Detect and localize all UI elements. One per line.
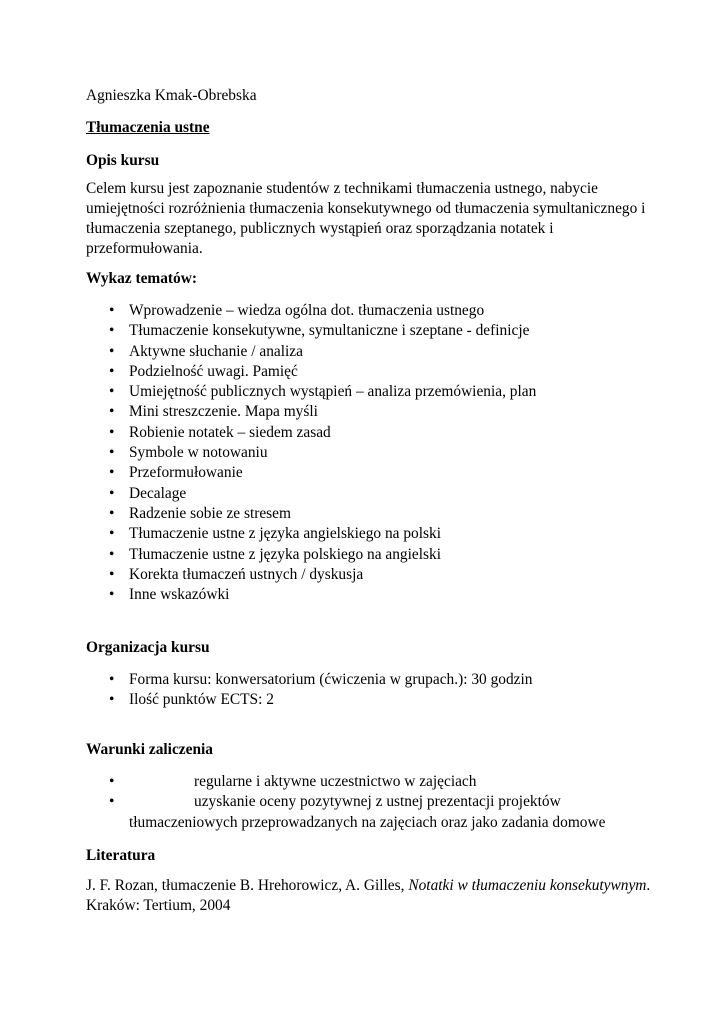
description-line: Celem kursu jest zapoznanie studentów z technikami tłumaczenia ustnego, nabycie <box>86 180 598 197</box>
bullet-icon: • <box>109 545 115 563</box>
list-item: • Tłumaczenie ustne z języka polskiego na angielski <box>109 545 441 563</box>
list-item: • uzyskanie oceny pozytywnej z ustnej prezentacji projektów <box>109 793 561 811</box>
requirements-list <box>0 772 725 813</box>
organization-list <box>0 670 725 711</box>
list-item: • Tłumaczenie konsekutywne, symultaniczne i szeptane - definicje <box>109 322 530 340</box>
bullet-icon: • <box>109 671 115 688</box>
description-line: przeformułowania. <box>86 240 203 257</box>
requirements-continuation: tłumaczeniowych przeprowadzanych na zajęciach oraz jako zadania domowe <box>129 814 606 831</box>
bullet-icon: • <box>109 383 115 401</box>
list-item: • Korekta tłumaczeń ustnych / dyskusja <box>109 565 364 583</box>
list-item: • regularne i aktywne uczestnictwo w zajęciach <box>109 773 477 790</box>
description-heading: Opis kursu <box>86 152 160 169</box>
literature-reference <box>86 876 651 916</box>
author-name: Agnieszka Kmak-Obrebska <box>86 87 257 104</box>
description-line: umiejętności rozróżnienia tłumaczenia konsekutywnego od tłumaczenia symultanicznego i <box>86 200 646 217</box>
list-item: • Decalage <box>109 484 187 502</box>
list-item: • Ilość punktów ECTS: 2 <box>109 691 274 709</box>
bullet-icon: • <box>109 525 115 543</box>
bullet-icon: • <box>109 403 115 421</box>
list-item: • Aktywne słuchanie / analiza <box>109 342 303 360</box>
bullet-icon: • <box>109 444 115 462</box>
bullet-icon: • <box>109 565 115 583</box>
requirements-heading: Warunki zaliczenia <box>86 741 213 758</box>
topics-heading: Wykaz tematów: <box>86 270 197 287</box>
bullet-icon: • <box>109 691 115 709</box>
literature-heading: Literatura <box>86 847 156 864</box>
description-paragraph <box>86 179 646 259</box>
bullet-icon: • <box>109 793 115 811</box>
list-item: • Przeformułowanie <box>109 464 243 482</box>
topics-list <box>0 301 725 605</box>
bullet-icon: • <box>109 773 115 790</box>
list-item: • Symbole w notowaniu <box>109 444 268 462</box>
course-title: Tłumaczenia ustne <box>86 119 210 136</box>
list-item: • Radzenie sobie ze stresem <box>109 504 291 522</box>
list-item: • Podzielność uwagi. Pamięć <box>109 362 298 380</box>
reference-line: Kraków: Tertium, 2004 <box>86 897 231 914</box>
list-item: • Forma kursu: konwersatorium (ćwiczenia w grupach.): 30 godzin <box>109 671 533 688</box>
bullet-icon: • <box>109 423 115 441</box>
list-item: • Robienie notatek – siedem zasad <box>109 423 331 441</box>
list-item: • Inne wskazówki <box>109 586 230 604</box>
list-item: • Umiejętność publicznych wystąpień – analiza przemówienia, plan <box>109 383 537 401</box>
bullet-icon: • <box>109 464 115 482</box>
description-line: tłumaczenia szeptanego, publicznych wystąpień oraz sporządzania notatek i <box>86 220 554 237</box>
bullet-icon: • <box>109 484 115 502</box>
bullet-icon: • <box>109 586 115 604</box>
organization-heading: Organizacja kursu <box>86 639 210 656</box>
list-item: • Mini streszczenie. Mapa myśli <box>109 403 318 421</box>
reference-title: Notatki w tłumaczeniu konsekutywnym <box>408 877 647 894</box>
bullet-icon: • <box>109 322 115 340</box>
list-item: • Tłumaczenie ustne z języka angielskiego na polski <box>109 525 441 543</box>
bullet-icon: • <box>109 302 115 319</box>
bullet-icon: • <box>109 362 115 380</box>
list-item: • Wprowadzenie – wiedza ogólna dot. tłumaczenia ustnego <box>109 302 485 319</box>
bullet-icon: • <box>109 342 115 360</box>
bullet-icon: • <box>109 504 115 522</box>
reference-line: J. F. Rozan, tłumaczenie B. Hrehorowicz, A. Gilles, Notatki w tłumaczeniu konsekutywnym. <box>86 877 651 894</box>
